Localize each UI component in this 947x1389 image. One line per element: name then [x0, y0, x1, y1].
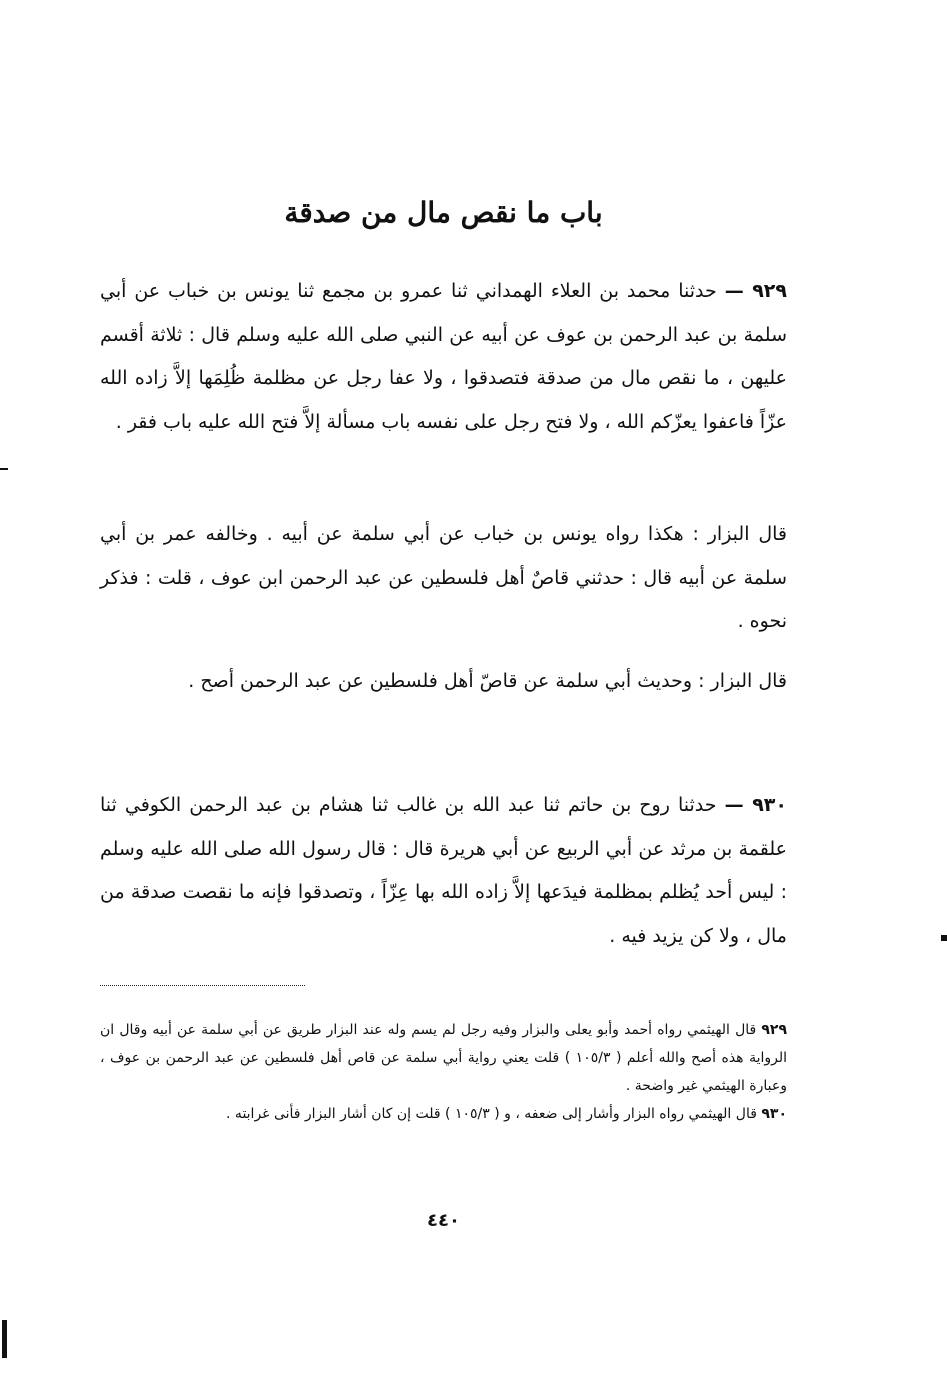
hadith-929 [100, 270, 787, 444]
scan-mark [0, 468, 8, 470]
footnotes [100, 1016, 787, 1128]
footnote-text: قال الهيثمي رواه أحمد وأبو يعلى والبزار وفيه رجل لم يسم وله عند البزار طريق عن أبي سلمة عن أبيه وقال ان الرواية هذه أصح والله أعلم ( ١٠٥/٣ ) قلت يعني رواية أبي سلمة عن قاص أهل فلسطين عن عبد الرحمن بن عوف ، وعبارة الهيثمي غير واضحة . [100, 1022, 787, 1094]
chapter-title: باب ما نقص مال من صدقة [284, 196, 603, 229]
hadith-text: حدثنا روح بن حاتم ثنا عبد الله بن غالب ثنا هشام بن عبد الرحمن الكوفي ثنا علقمة بن مرثد عن أبي الربيع عن أبي هريرة قال : قال رسول الله صلى الله عليه وسلم : ليس أحد يُظلم بمظلمة فيدَعها إلاَّ زاده الله بها عِزّاً ، وتصدقوا فإنه ما نقصت صدقة من مال ، ولا كن يزيد فيه . [100, 794, 787, 947]
hadith-number: ٩٣٠ — [724, 794, 787, 816]
hadith-number: ٩٢٩ — [724, 280, 787, 302]
bazzar-note-2: قال البزار : وحديث أبي سلمة عن قاصّ أهل فلسطين عن عبد الرحمن أصح . [188, 670, 787, 692]
footnote-929 [100, 1016, 787, 1100]
hadith-text: حدثنا محمد بن العلاء الهمداني ثنا عمرو بن مجمع ثنا يونس بن خباب عن أبي سلمة بن عبد الرحمن بن عوف عن أبيه عن النبي صلى الله عليه وسلم قال : ثلاثة أقسم عليهن ، ما نقص مال من صدقة فتصدقوا ، ولا عفا رجل عن مظلمة ظُلِمَها إلاَّ زاده الله عزّاً فاعفوا يعزّكم الله ، ولا فتح رجل على نفسه باب مسألة إلاَّ فتح الله عليه باب فقر . [100, 280, 787, 433]
scan-mark [941, 935, 947, 941]
footnote-number: ٩٢٩ [761, 1022, 788, 1038]
footnote-number: ٩٣٠ [761, 1106, 787, 1122]
book-page [100, 0, 787, 1389]
scan-mark [2, 1320, 7, 1358]
hadith-930 [100, 784, 787, 958]
footnote-separator [100, 985, 305, 986]
page-number: ٤٤٠ [427, 1210, 460, 1231]
footnote-text: قال الهيثمي رواه البزار وأشار إلى ضعفه ، و ( ١٠٥/٣ ) قلت إن كان أشار البزار فأنى غرابته . [226, 1106, 757, 1122]
bazzar-note-1: قال البزار : هكذا رواه يونس بن خباب عن أبي سلمة عن أبيه . وخالفه عمر بن أبي سلمة عن أبيه قال : حدثني قاصٌ أهل فلسطين عن عبد الرحمن ابن عوف ، قلت : فذكر نحوه . [100, 523, 787, 632]
footnote-930 [100, 1100, 787, 1128]
